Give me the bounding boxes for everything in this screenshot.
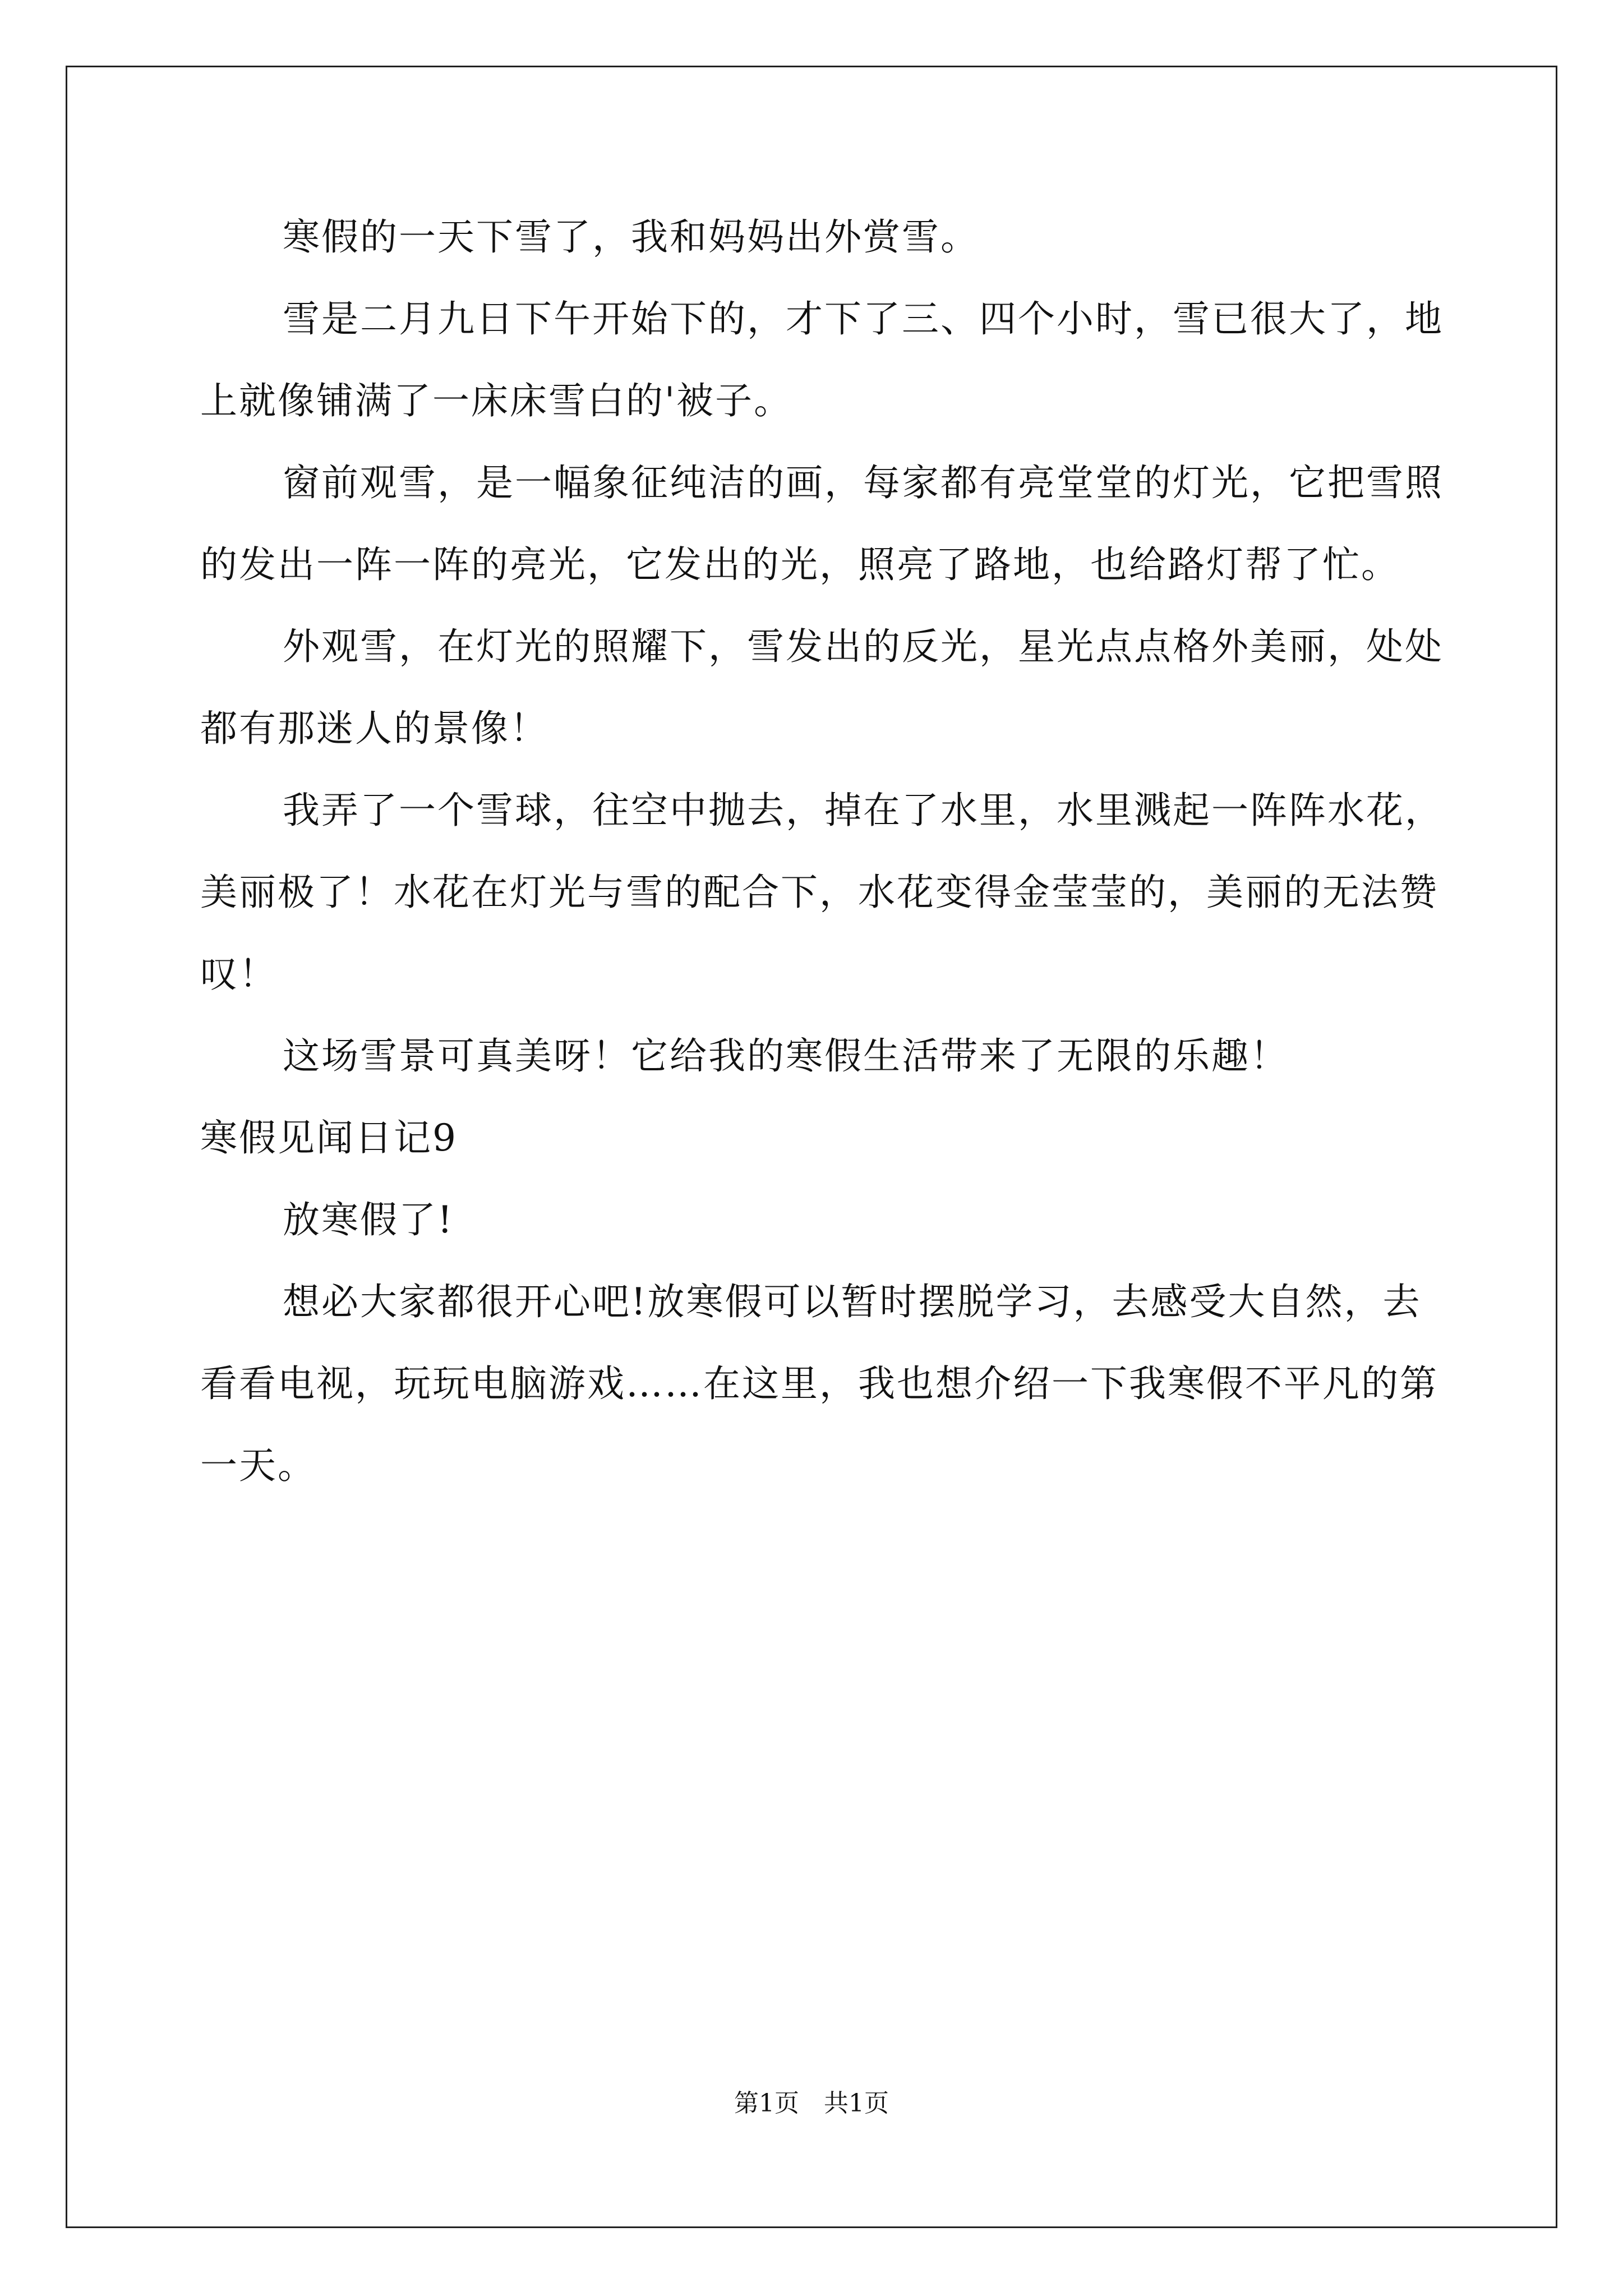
paragraph-7: 放寒假了!	[283, 1198, 454, 1241]
page-footer: 第1页 共1页	[734, 2089, 889, 2118]
paragraph-6: 这场雪景可真美呀！它给我的寒假生活带来了无限的乐趣！	[283, 1034, 1289, 1078]
document-body	[200, 196, 1445, 1507]
paragraph-4: 外观雪，在灯光的照耀下，雪发出的反光，星光点点格外美丽，处处都有那迷人的景像！	[200, 625, 1444, 750]
paragraph-2: 雪是二月九日下午开始下的，才下了三、四个小时，雪已很大了，地上就像铺满了一床床雪白的'被子。	[200, 297, 1444, 422]
section-heading: 寒假见闻日记9	[200, 1116, 458, 1159]
paragraph-3: 窗前观雪，是一幅象征纯洁的画，每家都有亮堂堂的灯光，它把雪照的发出一阵一阵的亮光，它发出的光，照亮了路地，也给路灯帮了忙。	[200, 461, 1444, 586]
paragraph-1: 寒假的一天下雪了，我和妈妈出外赏雪。	[283, 215, 979, 259]
paragraph-5: 我弄了一个雪球，往空中抛去，掉在了水里，水里溅起一阵阵水花，美丽极了！水花在灯光与雪的配合下，水花变得金莹莹的，美丽的无法赞叹！	[200, 789, 1444, 996]
paragraph-8: 想必大家都很开心吧!放寒假可以暂时摆脱学习，去感受大自然，去看看电视，玩玩电脑游戏……在这里，我也想介绍一下我寒假不平凡的第一天。	[200, 1280, 1438, 1487]
